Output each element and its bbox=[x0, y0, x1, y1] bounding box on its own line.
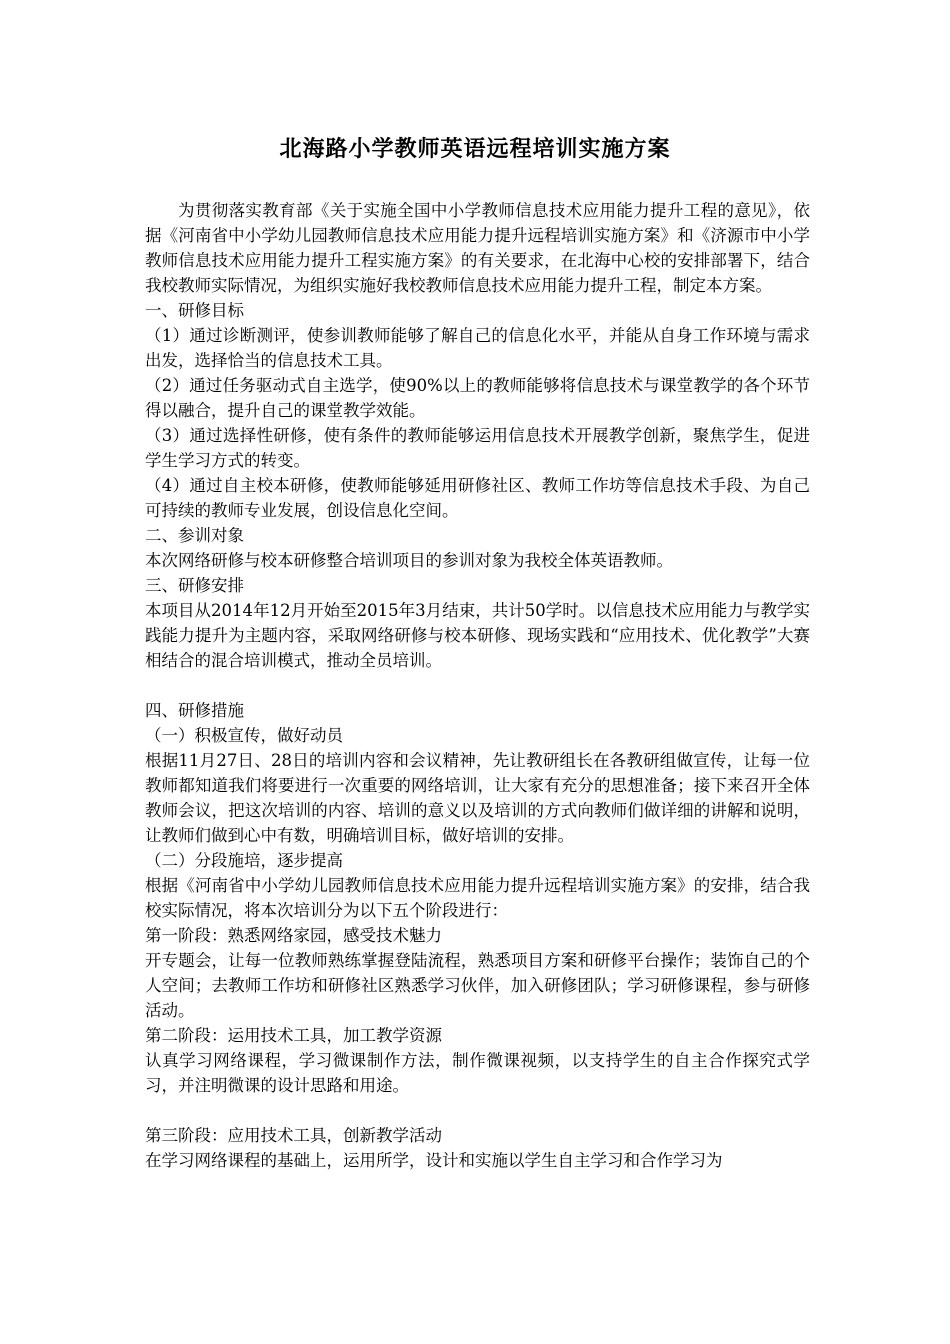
subsection-heading-1: （一）积极宣传，做好动员 bbox=[145, 726, 343, 745]
section-heading-schedule: 三、研修安排 bbox=[145, 576, 244, 595]
section-heading-goals: 一、研修目标 bbox=[145, 301, 244, 320]
participants-paragraph: 本次网络研修与校本研修整合培训项目的参训对象为我校全体英语教师。 bbox=[145, 551, 673, 570]
blank-line bbox=[145, 1098, 810, 1123]
stage-heading-3: 第三阶段：应用技术工具，创新教学活动 bbox=[145, 1126, 442, 1145]
document-title: 北海路小学教师英语远程培训实施方案 bbox=[279, 137, 671, 162]
subsection-1-paragraph: 根据11月27日、28日的培训内容和会议精神，先让教研组长在各教研组做宣传，让每一位教师都知道我们将要进行一次重要的网络培训，让大家有充分的思想准备；接下来召开全体教师会议，把这次培训的内容、培训的意义以及培训的方式向教师们做详细的讲解和说明，让教师们做到心中有数，明确培训目标，做好培训的安排。 bbox=[145, 751, 810, 845]
stage-1-paragraph: 开专题会，让每一位教师熟练掌握登陆流程，熟悉项目方案和研修平台操作；装饰自己的个人空间；去教师工作坊和研修社区熟悉学习伙伴，加入研修团队；学习研修课程，参与研修活动。 bbox=[145, 951, 810, 1020]
section-heading-measures: 四、研修措施 bbox=[145, 701, 244, 720]
subsection-heading-2: （二）分段施培，逐步提高 bbox=[145, 851, 343, 870]
goal-item-2: （2）通过任务驱动式自主选学，使90%以上的教师能够将信息技术与课堂教学的各个环节得以融合，提升自己的课堂教学效能。 bbox=[145, 376, 810, 420]
stage-2-paragraph: 认真学习网络课程，学习微课制作方法，制作微课视频，以支持学生的自主合作探究式学习，并注明微课的设计思路和用途。 bbox=[145, 1051, 810, 1095]
document-body bbox=[145, 198, 810, 1173]
goal-item-3: （3）通过选择性研修，使有条件的教师能够运用信息技术开展教学创新，聚焦学生，促进学生学习方式的转变。 bbox=[145, 426, 810, 470]
intro-paragraph: 为贯彻落实教育部《关于实施全国中小学教师信息技术应用能力提升工程的意见》，依据《河南省中小学幼儿园教师信息技术应用能力提升远程培训实施方案》和《济源市中小学教师信息技术应用能力提升工程实施方案》的有关要求，在北海中心校的安排部署下，结合我校教师实际情况，为组织实施好我校教师信息技术应用能力提升工程，制定本方案。 bbox=[145, 201, 810, 295]
goal-item-1: （1）通过诊断测评，使参训教师能够了解自己的信息化水平，并能从自身工作环境与需求出发，选择恰当的信息技术工具。 bbox=[145, 326, 810, 370]
stage-heading-1: 第一阶段：熟悉网络家园，感受技术魅力 bbox=[145, 926, 442, 945]
schedule-paragraph: 本项目从2014年12月开始至2015年3月结束，共计50学时。以信息技术应用能力与教学实践能力提升为主题内容，采取网络研修与校本研修、现场实践和“应用技术、优化教学”大赛相结合的混合培训模式，推动全员培训。 bbox=[145, 601, 810, 670]
subsection-2-paragraph: 根据《河南省中小学幼儿园教师信息技术应用能力提升远程培训实施方案》的安排，结合我校实际情况，将本次培训分为以下五个阶段进行： bbox=[145, 876, 810, 920]
blank-line bbox=[145, 673, 810, 698]
section-heading-participants: 二、参训对象 bbox=[145, 526, 244, 545]
goal-item-4: （4）通过自主校本研修，使教师能够延用研修社区、教师工作坊等信息技术手段、为自己可持续的教师专业发展，创设信息化空间。 bbox=[145, 476, 810, 520]
stage-3-paragraph: 在学习网络课程的基础上，运用所学，设计和实施以学生自主学习和合作学习为 bbox=[145, 1151, 723, 1170]
stage-heading-2: 第二阶段：运用技术工具，加工教学资源 bbox=[145, 1026, 442, 1045]
